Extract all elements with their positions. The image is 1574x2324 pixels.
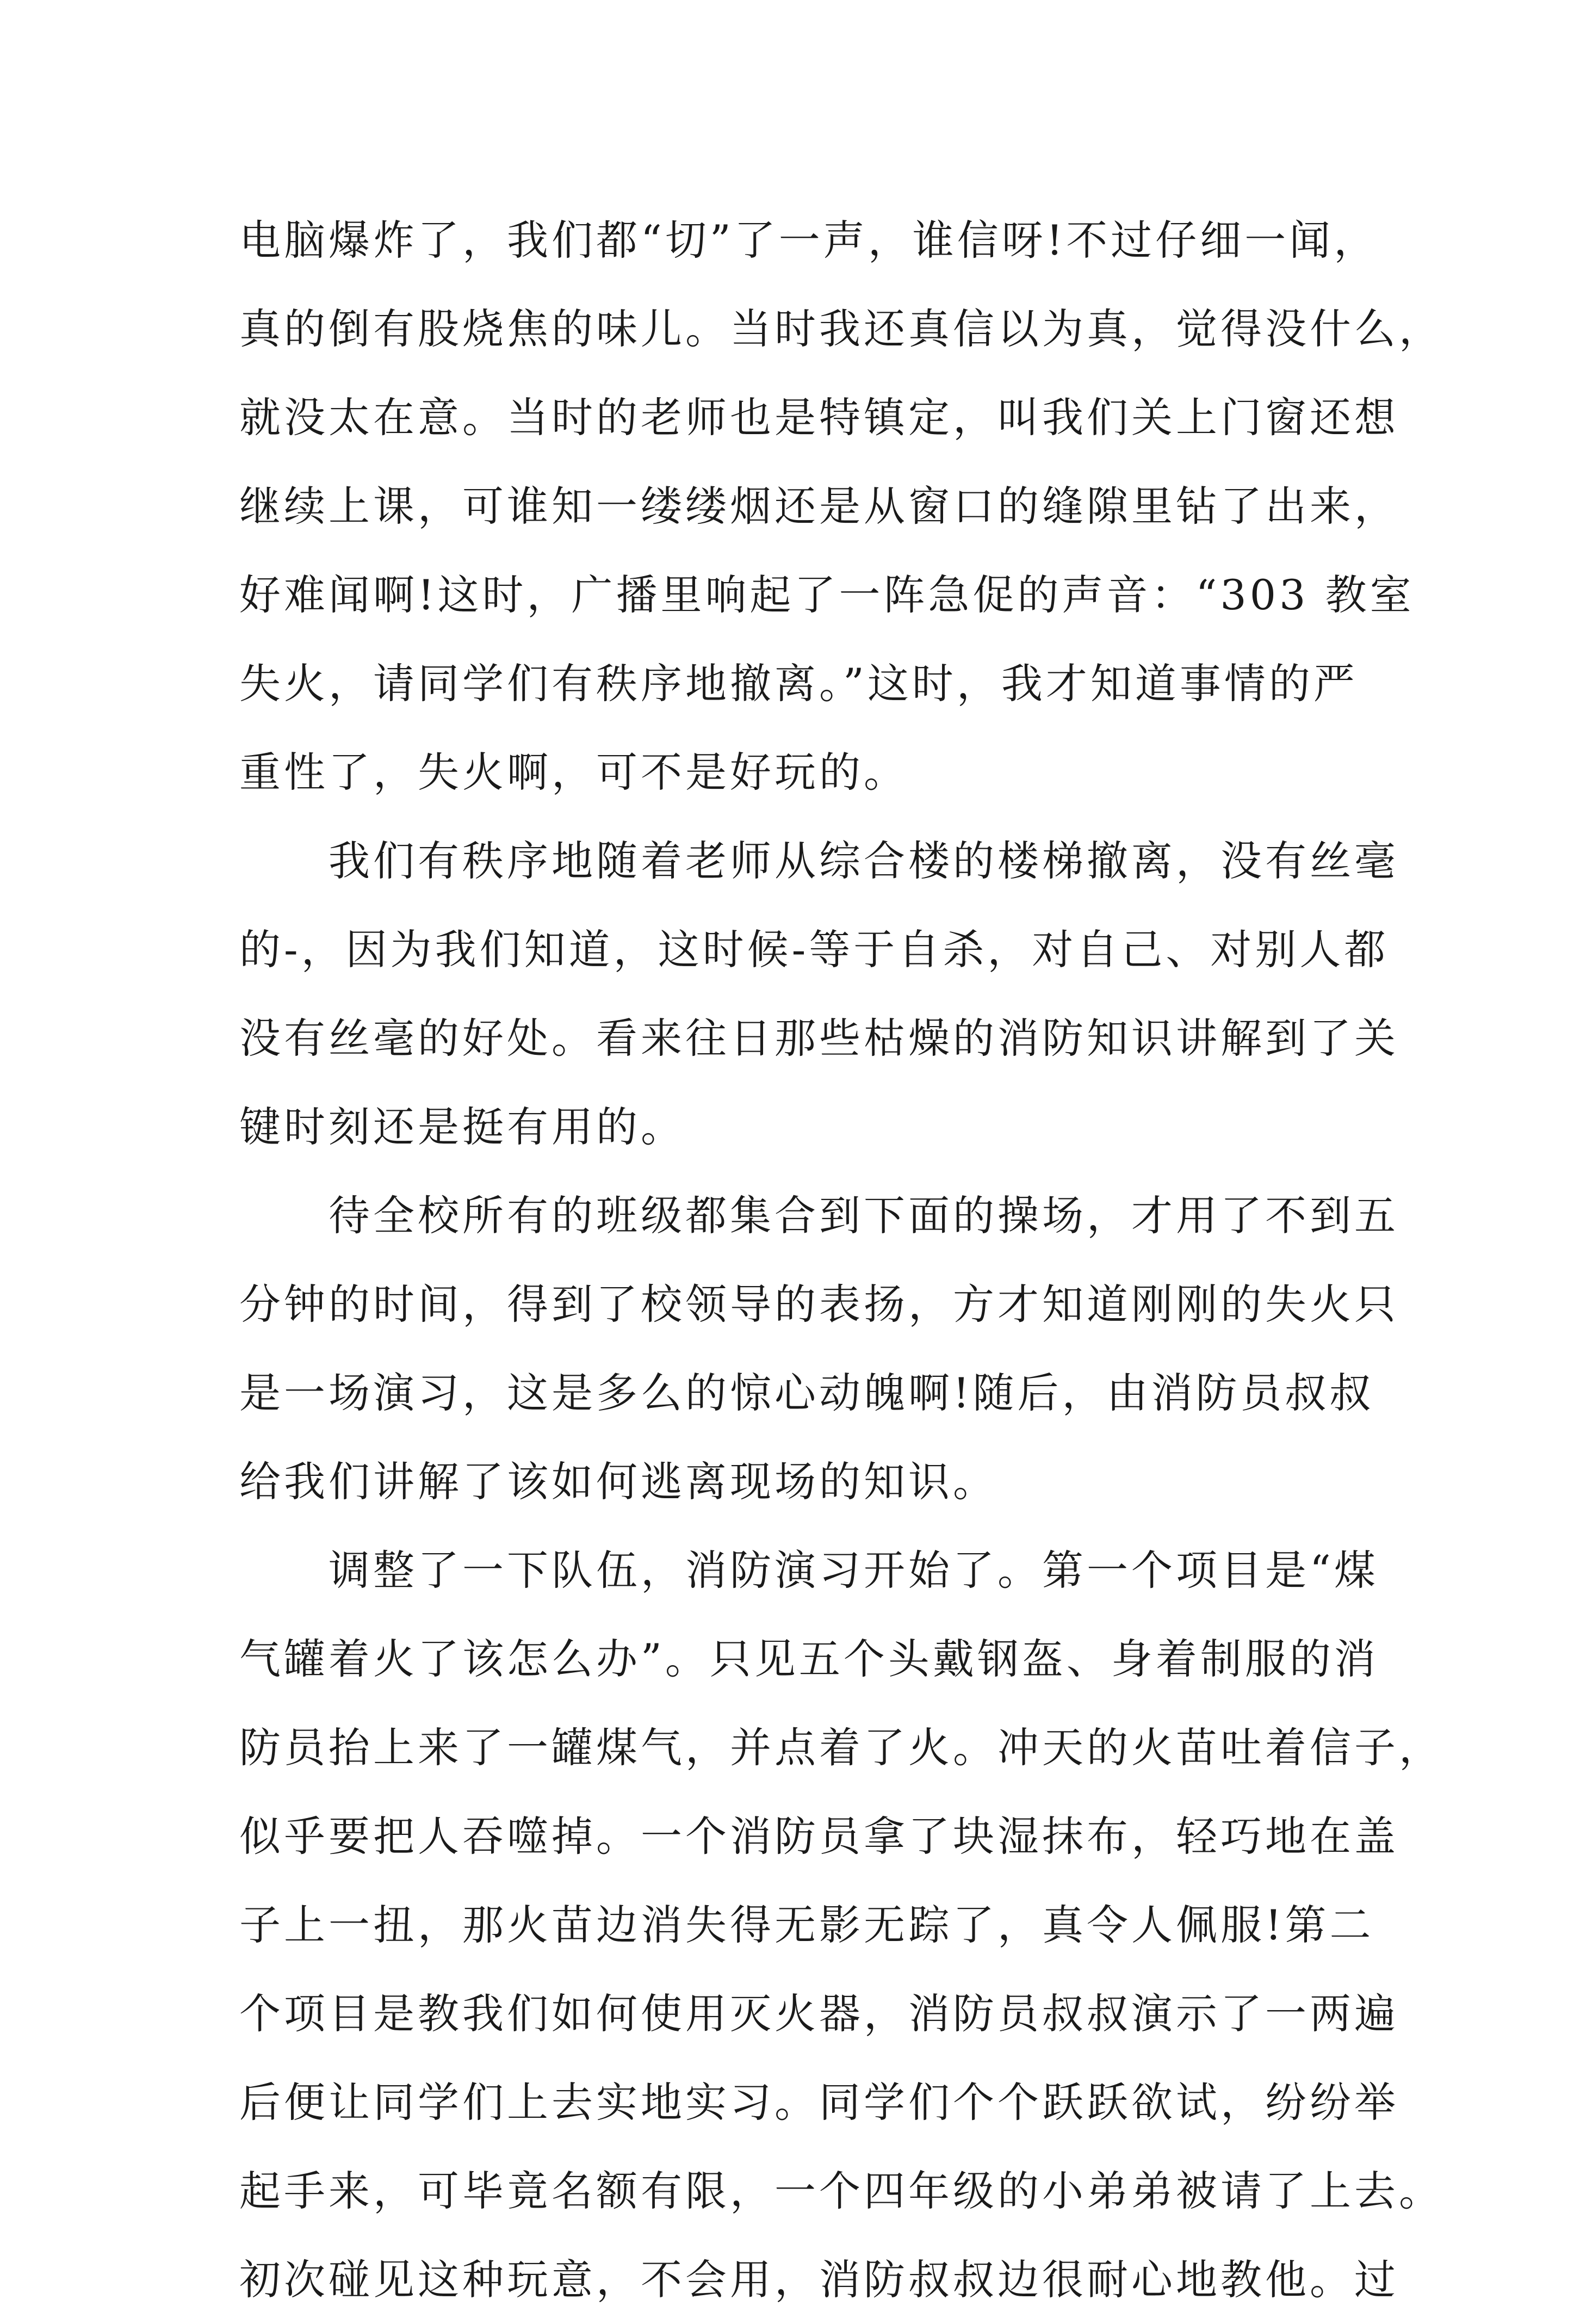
text-line: 子上一扭，那火苗边消失得无影无踪了，真令人佩服!第二 <box>239 1901 1374 1949</box>
paragraph-4 <box>239 1526 1443 2324</box>
text-line: 气罐着火了该怎么办”。只见五个头戴钢盔、身着制服的消 <box>239 1635 1379 1683</box>
text-line: 后便让同学们上去实地实习。同学们个个跃跃欲试，纷纷举 <box>239 2078 1399 2127</box>
text-line: 失火，请同学们有秩序地撤离。”这时，我才知道事情的严 <box>239 659 1358 708</box>
text-line: 起手来，可毕竟名额有限，一个四年级的小弟弟被请了上去。 <box>239 2167 1443 2215</box>
text-line: 调整了一下队伍，消防演习开始了。第一个项目是“煤 <box>329 1546 1379 1594</box>
text-line: 初次碰见这种玩意，不会用，消防叔叔边很耐心地教他。过 <box>239 2255 1399 2304</box>
document-body <box>239 196 1443 2324</box>
text-line: 个项目是教我们如何使用灭火器，消防员叔叔演示了一两遍 <box>239 1989 1399 2038</box>
text-line: 给我们讲解了该如何逃离现场的知识。 <box>239 1457 997 1506</box>
paragraph-3 <box>239 1171 1399 1526</box>
text-line: 没有丝毫的好处。看来往日那些枯燥的消防知识讲解到了关 <box>239 1014 1399 1062</box>
text-line: 似乎要把人吞噬掉。一个消防员拿了块湿抹布，轻巧地在盖 <box>239 1812 1399 1861</box>
text-line: 就没太在意。当时的老师也是特镇定，叫我们关上门窗还想 <box>239 393 1399 442</box>
text-line: 是一场演习，这是多么的惊心动魄啊!随后，由消防员叔叔 <box>239 1369 1374 1417</box>
text-line: 的-，因为我们知道，这时候-等于自杀，对自己、对别人都 <box>239 925 1389 974</box>
text-line: 防员抬上来了一罐煤气，并点着了火。冲天的火苗吐着信子， <box>239 1723 1443 1772</box>
text-line: 分钟的时间，得到了校领导的表扬，方才知道刚刚的失火只 <box>239 1280 1399 1328</box>
text-line: 待全校所有的班级都集合到下面的操场，才用了不到五 <box>329 1191 1399 1240</box>
text-line: 键时刻还是挺有用的。 <box>239 1103 685 1151</box>
text-line: 真的倒有股烧焦的味儿。当时我还真信以为真，觉得没什么， <box>239 305 1443 353</box>
paragraph-2 <box>239 817 1399 1171</box>
text-line: 电脑爆炸了，我们都“切”了一声，谁信呀!不过仔细一闻， <box>239 216 1379 264</box>
text-line: 好难闻啊!这时，广播里响起了一阵急促的声音：“303 教室 <box>239 571 1415 619</box>
text-line: 重性了，失火啊，可不是好玩的。 <box>239 748 908 796</box>
text-line: 我们有秩序地随着老师从综合楼的楼梯撤离，没有丝毫 <box>329 837 1399 885</box>
text-line: 继续上课，可谁知一缕缕烟还是从窗口的缝隙里钻了出来， <box>239 482 1399 530</box>
paragraph-1 <box>239 196 1443 817</box>
